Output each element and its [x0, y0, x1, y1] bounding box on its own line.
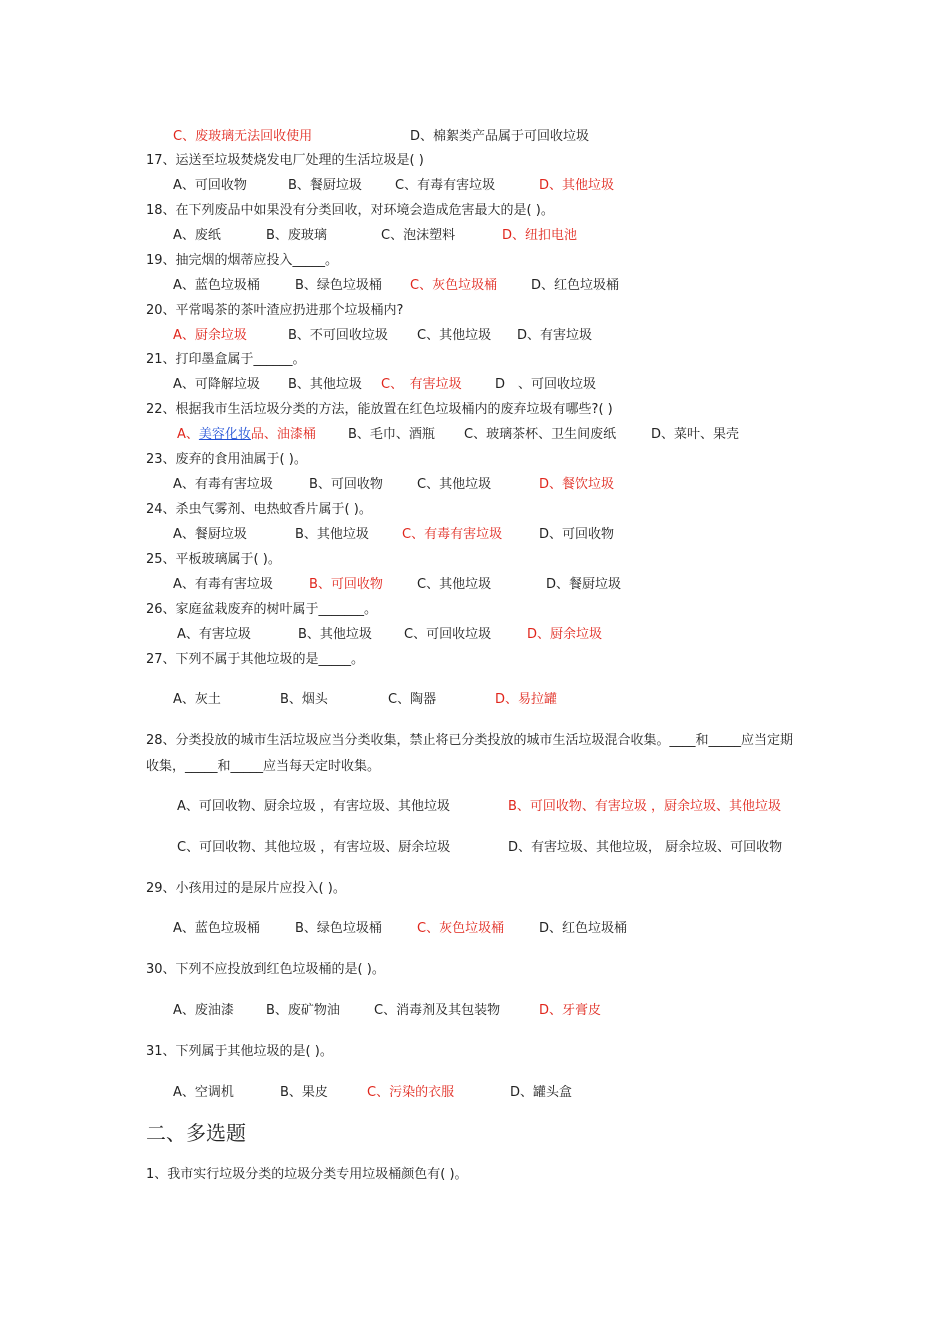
q19-option-b: B、绿色垃圾桶	[295, 278, 382, 293]
q22-option-b: B、毛巾、酒瓶	[348, 427, 435, 442]
q24-option-a: A、餐厨垃圾	[173, 527, 247, 542]
q16-option-c: C、废玻璃无法回收使用	[173, 129, 313, 144]
q27-option-b: B、烟头	[280, 692, 328, 707]
q21-option-b: B、其他垃圾	[288, 377, 362, 392]
q31-option-c: C、污染的衣服	[367, 1085, 455, 1100]
q21-stem: 21、打印墨盒属于______。	[146, 352, 306, 367]
q23-stem: 23、废弃的食用油属于( )。	[146, 452, 307, 467]
q25-option-b: B、可回收物	[309, 577, 383, 592]
q27-option-d: D、易拉罐	[495, 692, 558, 707]
q25-option-a: A、有毒有害垃圾	[173, 577, 273, 592]
section-title-multiple-choice: 二、多选题	[146, 1121, 246, 1145]
q17-option-c: C、有毒有害垃圾	[395, 178, 496, 193]
q31-option-d: D、罐头盒	[510, 1085, 573, 1100]
q28-option-d: D、有害垃圾、其他垃圾， 厨余垃圾、可回收物	[508, 840, 783, 855]
q30-option-c: C、消毒剂及其包装物	[374, 1003, 501, 1018]
q22-option-a-prefix: A、	[177, 427, 199, 442]
q20-option-a: A、厨余垃圾	[173, 328, 247, 343]
q31-stem: 31、下列属于其他垃圾的是( )。	[146, 1044, 333, 1059]
q27-option-c: C、陶器	[388, 692, 437, 707]
q17-stem: 17、运送至垃圾焚烧发电厂处理的生活垃圾是( )	[146, 153, 424, 168]
q21-option-a: A、可降解垃圾	[173, 377, 260, 392]
q26-stem: 26、家庭盆栽废弃的树叶属于_______。	[146, 602, 378, 617]
q28-option-a: A、可回收物、厨余垃圾 ，有害垃圾、其他垃圾	[177, 799, 451, 814]
q20-option-c: C、其他垃圾	[417, 328, 492, 343]
q30-stem: 30、下列不应投放到红色垃圾桶的是( )。	[146, 962, 385, 977]
q20-option-d: D、有害垃圾	[517, 328, 593, 343]
q29-option-a: A、蓝色垃圾桶	[173, 921, 260, 936]
q26-option-d: D、厨余垃圾	[527, 627, 603, 642]
q27-stem: 27、下列不属于其他垃圾的是_____。	[146, 652, 365, 667]
q19-option-c: C、灰色垃圾桶	[410, 278, 498, 293]
q25-option-d: D、餐厨垃圾	[546, 577, 622, 592]
q22-stem: 22、根据我市生活垃圾分类的方法，能放置在红色垃圾桶内的废弃垃圾有哪些?( )	[146, 402, 613, 417]
q30-option-b: B、废矿物油	[266, 1003, 340, 1018]
q28-stem-line2: 收集，_____和_____应当每天定时收集。	[146, 759, 381, 774]
q19-option-a: A、蓝色垃圾桶	[173, 278, 260, 293]
q26-option-c: C、可回收垃圾	[404, 627, 492, 642]
q23-option-c: C、其他垃圾	[417, 477, 492, 492]
q29-option-d: D、红色垃圾桶	[539, 921, 628, 936]
q24-option-b: B、其他垃圾	[295, 527, 369, 542]
q18-option-a: A、废纸	[173, 228, 221, 243]
q18-option-b: B、废玻璃	[266, 228, 327, 243]
q28-option-c: C、可回收物、其他垃圾 ，有害垃圾、厨余垃圾	[177, 840, 451, 855]
q26-option-b: B、其他垃圾	[298, 627, 372, 642]
q20-option-b: B、不可回收垃圾	[288, 328, 388, 343]
q23-option-a: A、有毒有害垃圾	[173, 477, 273, 492]
q19-option-d: D、红色垃圾桶	[531, 278, 620, 293]
q26-option-a: A、有害垃圾	[177, 627, 251, 642]
q29-option-b: B、绿色垃圾桶	[295, 921, 382, 936]
q22-option-a	[177, 426, 316, 444]
q28-stem-line1: 28、分类投放的城市生活垃圾应当分类收集，禁止将已分类投放的城市生活垃圾混合收集。____和_____应当定期	[146, 733, 794, 748]
q24-option-c: C、有毒有害垃圾	[402, 527, 503, 542]
q23-option-b: B、可回收物	[309, 477, 383, 492]
q18-stem: 18、在下列废品中如果没有分类回收，对环境会造成危害最大的是( )。	[146, 203, 554, 218]
q25-option-c: C、其他垃圾	[417, 577, 492, 592]
q19-stem: 19、抽完烟的烟蒂应投入_____。	[146, 253, 339, 268]
q24-stem: 24、杀虫气雾剂、电热蚊香片属于( )。	[146, 502, 372, 517]
q17-option-b: B、餐厨垃圾	[288, 178, 362, 193]
q22-option-a-link[interactable]: 美容化妆	[198, 427, 251, 442]
q21-option-d: D 、可回收垃圾	[495, 377, 597, 392]
q29-stem: 29、小孩用过的是尿片应投入( )。	[146, 881, 346, 896]
q18-option-c: C、泡沫塑料	[381, 228, 456, 243]
q28-option-b: B、可回收物、有害垃圾 ，厨余垃圾、其他垃圾	[508, 799, 782, 814]
mq1-stem: 1、我市实行垃圾分类的垃圾分类专用垃圾桶颜色有( )。	[146, 1167, 468, 1182]
q24-option-d: D、可回收物	[539, 527, 615, 542]
q29-option-c: C、灰色垃圾桶	[417, 921, 505, 936]
q30-option-d: D、牙膏皮	[539, 1003, 602, 1018]
q25-stem: 25、平板玻璃属于( )。	[146, 552, 281, 567]
q22-option-d: D、菜叶、果壳	[651, 427, 740, 442]
q17-option-d: D、其他垃圾	[539, 178, 615, 193]
q18-option-d: D、纽扣电池	[502, 228, 578, 243]
q17-option-a: A、可回收物	[173, 178, 247, 193]
q20-stem: 20、平常喝茶的茶叶渣应扔进那个垃圾桶内?	[146, 303, 404, 318]
q31-option-a: A、空调机	[173, 1085, 234, 1100]
q30-option-a: A、废油漆	[173, 1003, 234, 1018]
q27-option-a: A、灰土	[173, 692, 221, 707]
q23-option-d: D、餐饮垃圾	[539, 477, 615, 492]
q21-option-c: C、 有害垃圾	[381, 377, 462, 392]
q31-option-b: B、果皮	[280, 1085, 328, 1100]
q22-option-c: C、玻璃茶杯、卫生间废纸	[464, 427, 617, 442]
q22-option-a-suffix: 品、油漆桶	[250, 427, 316, 442]
q16-option-d: D、棉絮类产品属于可回收垃圾	[410, 129, 590, 144]
